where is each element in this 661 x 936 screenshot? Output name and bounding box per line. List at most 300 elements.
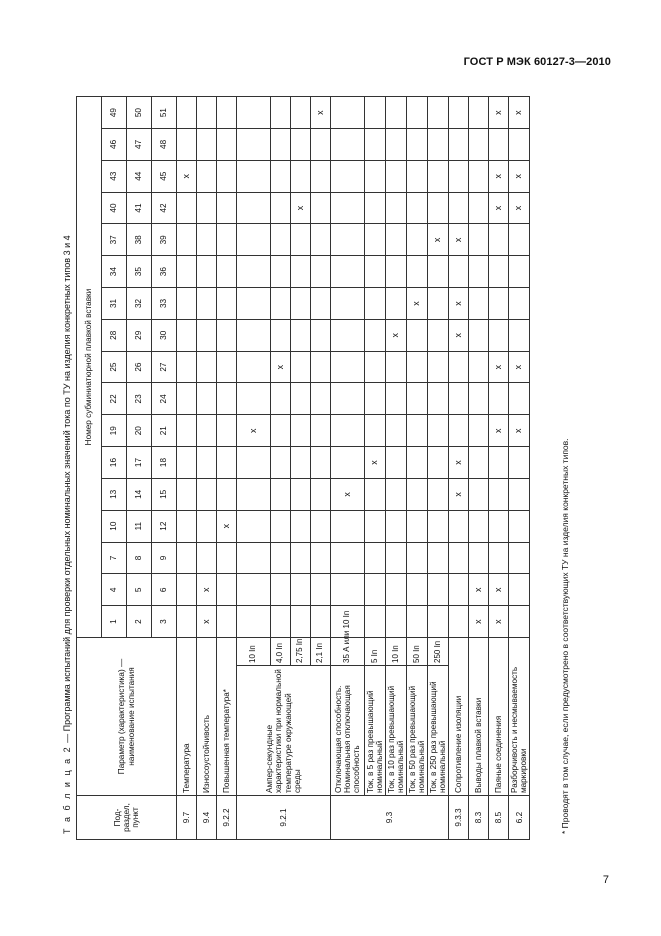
mark-cell (489, 478, 509, 510)
insert-number-cell: 36 (152, 256, 177, 288)
insert-number-cell: 4 (102, 574, 127, 606)
mark-cell (386, 256, 407, 288)
mark-cell (197, 97, 217, 129)
table-row (331, 97, 365, 840)
mark-cell: x (449, 224, 469, 256)
mark-cell (271, 97, 291, 129)
mark-cell (365, 192, 386, 224)
insert-number-cell: 39 (152, 224, 177, 256)
mark-cell (237, 319, 271, 351)
mark-cell: x (489, 606, 509, 638)
mark-cell: x (386, 319, 407, 351)
mark-cell (237, 256, 271, 288)
mark-cell (177, 224, 197, 256)
mark-cell (428, 510, 449, 542)
mark-cell (428, 415, 449, 447)
mark-cell (449, 97, 469, 129)
insert-number-cell: 44 (127, 160, 152, 192)
mark-cell (386, 160, 407, 192)
mark-cell: x (509, 415, 530, 447)
mark-cell (449, 351, 469, 383)
mark-cell (428, 160, 449, 192)
mark-cell (197, 224, 217, 256)
mark-cell (237, 542, 271, 574)
mark-cell (311, 319, 331, 351)
mark-cell (197, 415, 217, 447)
insert-number-cell: 11 (127, 510, 152, 542)
insert-number-cell: 37 (102, 224, 127, 256)
mark-cell (386, 542, 407, 574)
mark-cell (291, 256, 311, 288)
mark-cell (469, 447, 489, 479)
insert-number-cell: 48 (152, 129, 177, 161)
mark-cell (177, 510, 197, 542)
parameter-cell: Паяные соединения (489, 638, 509, 796)
mark-cell (217, 319, 237, 351)
table-row (197, 97, 217, 840)
insert-number-cell: 33 (152, 288, 177, 320)
mark-cell (217, 97, 237, 129)
mark-cell (331, 160, 365, 192)
header-parameter: Параметр (характеристика) — наименование испытания (77, 638, 177, 796)
mark-cell (509, 478, 530, 510)
mark-cell (237, 606, 271, 638)
mark-cell: x (509, 97, 530, 129)
mark-cell (197, 319, 217, 351)
mark-cell (407, 256, 428, 288)
mark-cell: x (331, 478, 365, 510)
mark-cell (197, 192, 217, 224)
mark-cell (217, 606, 237, 638)
mark-cell (237, 478, 271, 510)
mark-cell (449, 383, 469, 415)
mark-cell (217, 160, 237, 192)
mark-cell (509, 383, 530, 415)
insert-number-cell: 31 (102, 288, 127, 320)
mark-cell (365, 383, 386, 415)
insert-number-cell: 7 (102, 542, 127, 574)
mark-cell (217, 288, 237, 320)
mark-cell (428, 383, 449, 415)
parameter-cell: Повышенная температура* (217, 638, 237, 796)
condition-cell: 10 Iп (386, 638, 407, 666)
mark-cell (271, 606, 291, 638)
mark-cell (291, 160, 311, 192)
mark-cell (217, 447, 237, 479)
mark-cell (365, 606, 386, 638)
mark-cell (428, 256, 449, 288)
mark-cell: x (449, 478, 469, 510)
subsection-cell: 9.3 (331, 796, 449, 840)
insert-number-cell: 13 (102, 478, 127, 510)
insert-number-cell: 35 (127, 256, 152, 288)
mark-cell (271, 319, 291, 351)
mark-cell (311, 478, 331, 510)
mark-cell (271, 160, 291, 192)
mark-cell (365, 319, 386, 351)
mark-cell (407, 351, 428, 383)
landscape-content (62, 97, 579, 840)
mark-cell (407, 542, 428, 574)
mark-cell: x (509, 160, 530, 192)
page-number: 7 (602, 874, 609, 886)
insert-number-cell: 46 (102, 129, 127, 161)
mark-cell (365, 288, 386, 320)
parameter-cell: Ампер-секундные характеристики при нормальной температуре окружающей среды (237, 666, 331, 796)
mark-cell (365, 256, 386, 288)
mark-cell (386, 415, 407, 447)
mark-cell (469, 192, 489, 224)
mark-cell (386, 606, 407, 638)
mark-cell (509, 224, 530, 256)
mark-cell (407, 129, 428, 161)
table-row (489, 97, 509, 840)
mark-cell (197, 160, 217, 192)
mark-cell (509, 288, 530, 320)
mark-cell (449, 510, 469, 542)
mark-cell (271, 510, 291, 542)
mark-cell (237, 383, 271, 415)
mark-cell: x (237, 415, 271, 447)
mark-cell (217, 256, 237, 288)
mark-cell: x (428, 224, 449, 256)
subsection-cell: 8.5 (489, 796, 509, 840)
mark-cell (449, 574, 469, 606)
mark-cell (365, 478, 386, 510)
mark-cell (428, 478, 449, 510)
mark-cell (428, 447, 449, 479)
condition-cell: 35 А или 10 Iп (331, 638, 365, 666)
mark-cell (365, 510, 386, 542)
insert-number-cell: 26 (127, 351, 152, 383)
mark-cell (331, 256, 365, 288)
insert-number-cell: 25 (102, 351, 127, 383)
subsection-cell: 9.3.3 (449, 796, 469, 840)
mark-cell (311, 510, 331, 542)
test-program-table (76, 96, 530, 840)
parameter-cell: Разборчивость и несмываемость маркировки (509, 638, 530, 796)
mark-cell (217, 415, 237, 447)
parameter-cell: Износоустойчивость (197, 638, 217, 796)
mark-cell (386, 351, 407, 383)
mark-cell (311, 447, 331, 479)
parameter-cell: Ток, в 10 раз превышающий номинальный (386, 666, 407, 796)
mark-cell (291, 574, 311, 606)
mark-cell (177, 97, 197, 129)
mark-cell (311, 415, 331, 447)
insert-number-cell: 28 (102, 319, 127, 351)
parameter-cell: Температура (177, 638, 197, 796)
mark-cell (469, 224, 489, 256)
mark-cell (311, 129, 331, 161)
insert-number-cell: 49 (102, 97, 127, 129)
mark-cell (311, 160, 331, 192)
mark-cell: x (489, 351, 509, 383)
insert-number-cell: 42 (152, 192, 177, 224)
insert-number-cell: 41 (127, 192, 152, 224)
mark-cell (449, 415, 469, 447)
table-row (365, 97, 386, 840)
mark-cell: x (197, 606, 217, 638)
mark-cell (271, 478, 291, 510)
subsection-cell: 9.4 (197, 796, 217, 840)
mark-cell (365, 351, 386, 383)
parameter-cell: Ток, в 50 раз превышающий номинальный (407, 666, 428, 796)
mark-cell (311, 288, 331, 320)
insert-number-cell: 20 (127, 415, 152, 447)
mark-cell (311, 574, 331, 606)
mark-cell: x (217, 510, 237, 542)
mark-cell (271, 447, 291, 479)
subsection-cell: 8.3 (469, 796, 489, 840)
mark-cell (469, 97, 489, 129)
table-row (177, 97, 197, 840)
mark-cell (237, 192, 271, 224)
mark-cell (311, 383, 331, 415)
table-row (449, 97, 469, 840)
mark-cell (489, 447, 509, 479)
mark-cell (331, 383, 365, 415)
mark-cell (509, 606, 530, 638)
mark-cell (217, 383, 237, 415)
mark-cell (331, 97, 365, 129)
insert-number-cell: 12 (152, 510, 177, 542)
insert-number-cell: 15 (152, 478, 177, 510)
insert-number-cell: 1 (102, 606, 127, 638)
mark-cell (509, 574, 530, 606)
rotated-table-area (62, 97, 579, 840)
mark-cell (331, 351, 365, 383)
mark-cell (311, 256, 331, 288)
mark-cell (449, 160, 469, 192)
mark-cell (177, 288, 197, 320)
mark-cell (469, 256, 489, 288)
mark-cell (217, 574, 237, 606)
mark-cell (469, 129, 489, 161)
mark-cell (311, 192, 331, 224)
mark-cell (365, 129, 386, 161)
table-row (386, 97, 407, 840)
mark-cell (469, 319, 489, 351)
insert-number-cell: 14 (127, 478, 152, 510)
mark-cell (407, 574, 428, 606)
mark-cell (271, 256, 291, 288)
insert-number-cell: 51 (152, 97, 177, 129)
mark-cell (509, 256, 530, 288)
mark-cell (177, 256, 197, 288)
table-row (407, 97, 428, 840)
mark-cell (291, 606, 311, 638)
insert-number-cell: 40 (102, 192, 127, 224)
mark-cell (428, 192, 449, 224)
mark-cell (197, 447, 217, 479)
insert-number-cell: 18 (152, 447, 177, 479)
mark-cell (365, 574, 386, 606)
mark-cell: x (449, 319, 469, 351)
mark-cell (365, 542, 386, 574)
mark-cell (291, 129, 311, 161)
mark-cell (428, 351, 449, 383)
parameter-cell: Ток, в 5 раз превышающий номинальный (365, 666, 386, 796)
mark-cell (407, 224, 428, 256)
mark-cell (331, 288, 365, 320)
table-row (469, 97, 489, 840)
condition-cell: 10 Iп (237, 638, 271, 666)
mark-cell (428, 574, 449, 606)
standard-header: ГОСТ Р МЭК 60127-3—2010 (463, 56, 611, 68)
mark-cell: x (489, 574, 509, 606)
mark-cell (428, 97, 449, 129)
mark-cell: x (291, 192, 311, 224)
mark-cell (291, 415, 311, 447)
table-footnote: * Проводят в том случае, если предусмотрено в соответствующих ТУ на изделия конкретных типов. (560, 438, 570, 834)
mark-cell: x (407, 288, 428, 320)
mark-cell: x (469, 606, 489, 638)
mark-cell (237, 510, 271, 542)
condition-cell: 2,75 Iп (291, 638, 311, 666)
mark-cell (177, 447, 197, 479)
insert-number-cell: 8 (127, 542, 152, 574)
mark-cell (217, 478, 237, 510)
mark-cell (449, 129, 469, 161)
table-caption-text: — Программа испытаний для проверки отдельных номинальных значений тока по ТУ на изделия конкретных типов 3 и 4 (62, 235, 72, 746)
mark-cell (271, 574, 291, 606)
mark-cell (177, 383, 197, 415)
insert-number-cell: 34 (102, 256, 127, 288)
insert-number-cell: 32 (127, 288, 152, 320)
mark-cell (291, 351, 311, 383)
mark-cell (386, 478, 407, 510)
mark-cell (407, 415, 428, 447)
condition-cell: 2,1 Iп (311, 638, 331, 666)
mark-cell (428, 319, 449, 351)
table-row (217, 97, 237, 840)
condition-cell: 4,0 Iп (271, 638, 291, 666)
mark-cell (177, 319, 197, 351)
mark-cell (271, 224, 291, 256)
mark-cell (177, 606, 197, 638)
mark-cell (237, 97, 271, 129)
header-row (77, 97, 102, 840)
mark-cell (177, 478, 197, 510)
mark-cell (489, 542, 509, 574)
mark-cell (331, 224, 365, 256)
mark-cell (271, 288, 291, 320)
insert-number-cell: 43 (102, 160, 127, 192)
mark-cell: x (197, 574, 217, 606)
mark-cell (291, 288, 311, 320)
mark-cell (449, 542, 469, 574)
mark-cell: x (489, 97, 509, 129)
insert-number-cell: 17 (127, 447, 152, 479)
mark-cell (217, 542, 237, 574)
insert-number-cell: 45 (152, 160, 177, 192)
insert-number-cell: 5 (127, 574, 152, 606)
mark-cell (469, 415, 489, 447)
table-row (237, 97, 271, 840)
mark-cell (428, 129, 449, 161)
parameter-cell: Выводы плавкой вставки (469, 638, 489, 796)
mark-cell (291, 542, 311, 574)
mark-cell: x (509, 351, 530, 383)
mark-cell (469, 288, 489, 320)
mark-cell (197, 383, 217, 415)
mark-cell: x (311, 97, 331, 129)
mark-cell: x (469, 574, 489, 606)
condition-cell: 250 Iп (428, 638, 449, 666)
mark-cell (386, 574, 407, 606)
mark-cell (291, 447, 311, 479)
mark-cell (331, 510, 365, 542)
mark-cell (386, 129, 407, 161)
mark-cell (217, 129, 237, 161)
mark-cell (386, 288, 407, 320)
mark-cell (407, 97, 428, 129)
mark-cell: x (489, 160, 509, 192)
parameter-cell: Сопротивление изоляции (449, 638, 469, 796)
condition-cell: 50 Iп (407, 638, 428, 666)
table-row (509, 97, 530, 840)
insert-number-cell: 16 (102, 447, 127, 479)
mark-cell (331, 192, 365, 224)
mark-cell (237, 288, 271, 320)
mark-cell (407, 319, 428, 351)
mark-cell (331, 319, 365, 351)
table-row (428, 97, 449, 840)
mark-cell (365, 415, 386, 447)
mark-cell (271, 383, 291, 415)
mark-cell (217, 224, 237, 256)
mark-cell (469, 478, 489, 510)
mark-cell (291, 383, 311, 415)
mark-cell (509, 510, 530, 542)
insert-number-cell: 29 (127, 319, 152, 351)
mark-cell (386, 192, 407, 224)
mark-cell (365, 97, 386, 129)
mark-cell (237, 351, 271, 383)
mark-cell (428, 606, 449, 638)
insert-number-cell: 22 (102, 383, 127, 415)
mark-cell (197, 351, 217, 383)
mark-cell: x (489, 192, 509, 224)
mark-cell (291, 224, 311, 256)
mark-cell (291, 510, 311, 542)
insert-number-cell: 21 (152, 415, 177, 447)
mark-cell (469, 510, 489, 542)
mark-cell (407, 510, 428, 542)
mark-cell (331, 542, 365, 574)
mark-cell (271, 129, 291, 161)
mark-cell (217, 192, 237, 224)
mark-cell (217, 351, 237, 383)
mark-cell (237, 129, 271, 161)
parameter-cell: Отключающая способность. Номинальная отключающая способность (331, 666, 365, 796)
insert-number-cell: 2 (127, 606, 152, 638)
mark-cell (509, 319, 530, 351)
insert-number-cell: 47 (127, 129, 152, 161)
table-caption (62, 235, 72, 834)
mark-cell (291, 97, 311, 129)
mark-cell (449, 256, 469, 288)
mark-cell (177, 542, 197, 574)
header-insert-number: Номер субминиатюрной плавкой вставки (77, 97, 102, 638)
mark-cell (489, 288, 509, 320)
mark-cell (469, 160, 489, 192)
mark-cell (469, 542, 489, 574)
mark-cell (271, 192, 291, 224)
subsection-cell: 9.2.1 (237, 796, 331, 840)
mark-cell (197, 478, 217, 510)
